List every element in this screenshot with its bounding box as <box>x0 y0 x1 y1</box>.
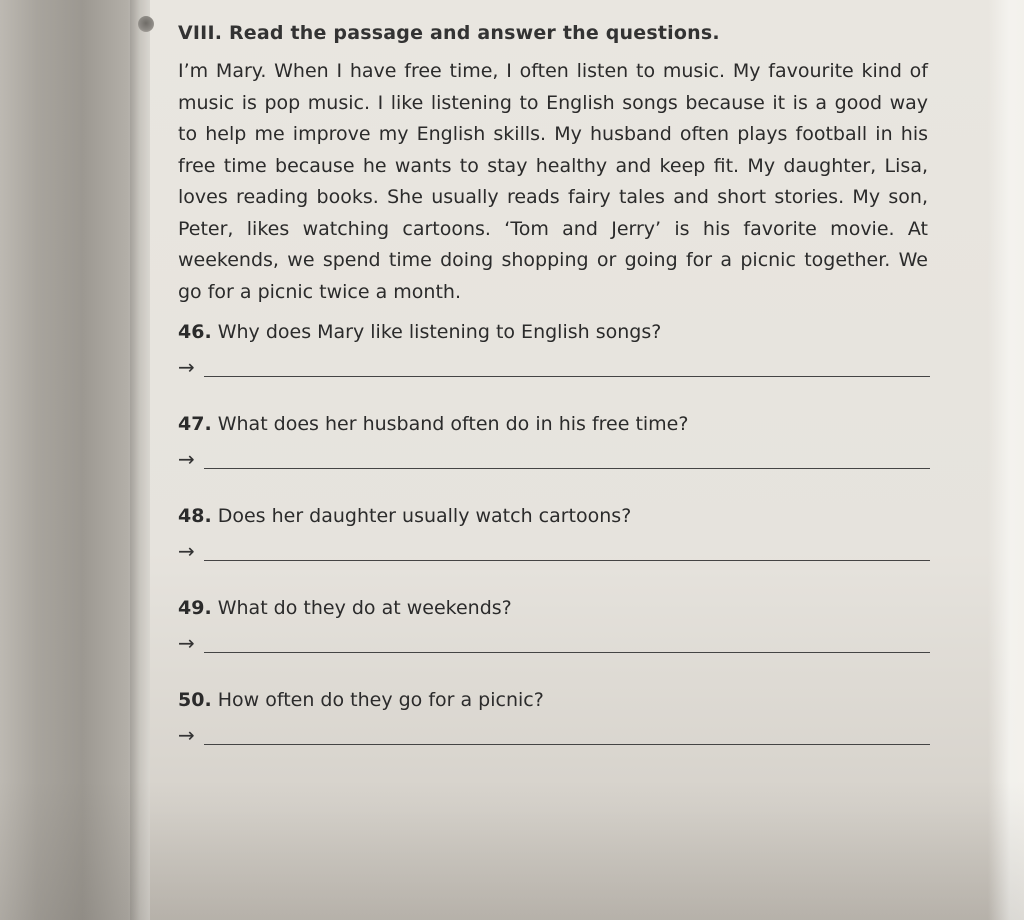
question-text <box>178 502 938 530</box>
answer-line[interactable] <box>204 652 930 653</box>
question-46 <box>178 318 938 400</box>
worksheet-content <box>178 22 938 768</box>
answer-line[interactable] <box>204 560 930 561</box>
question-48 <box>178 502 938 584</box>
bottom-shadow <box>0 780 1024 920</box>
question-number: 50. <box>178 689 212 711</box>
question-number: 46. <box>178 321 212 343</box>
question-number: 48. <box>178 505 212 527</box>
question-text <box>178 410 938 438</box>
answer-line[interactable] <box>204 744 930 745</box>
answer-line[interactable] <box>204 468 930 469</box>
question-49 <box>178 594 938 676</box>
question-prompt: What does her husband often do in his free time? <box>217 413 689 435</box>
question-prompt: What do they do at weekends? <box>217 597 512 619</box>
arrow-icon: → <box>178 723 195 747</box>
arrow-icon: → <box>178 355 195 379</box>
question-text <box>178 318 938 346</box>
section-heading: VIII. Read the passage and answer the questions. <box>178 22 720 44</box>
question-number: 49. <box>178 597 212 619</box>
binder-hole <box>138 16 154 32</box>
question-47 <box>178 410 938 492</box>
answer-row <box>178 540 938 564</box>
question-number: 47. <box>178 413 212 435</box>
question-prompt: How often do they go for a picnic? <box>217 689 544 711</box>
answer-row <box>178 356 938 380</box>
question-prompt: Does her daughter usually watch cartoons? <box>217 505 632 527</box>
question-prompt: Why does Mary like listening to English songs? <box>217 321 662 343</box>
arrow-icon: → <box>178 447 195 471</box>
reading-passage: I’m Mary. When I have free time, I often listen to music. My favourite kind of music is pop music. I like listening to English songs because it is a good way to help me improve my English skills. My husband often plays football in his free time because he wants to stay healthy and keep fit. My daughter, Lisa, loves reading books. She usually reads fairy tales and short stories. My son, Peter, likes watching cartoons. ‘Tom and Jerry’ is his favorite movie. At weekends, we spend time doing shopping or going for a picnic together. We go for a picnic twice a month. <box>178 60 928 303</box>
question-text <box>178 686 938 714</box>
arrow-icon: → <box>178 539 195 563</box>
answer-row <box>178 724 938 748</box>
question-text <box>178 594 938 622</box>
question-50 <box>178 686 938 768</box>
answer-row <box>178 632 938 656</box>
arrow-icon: → <box>178 631 195 655</box>
answer-row <box>178 448 938 472</box>
answer-line[interactable] <box>204 376 930 377</box>
